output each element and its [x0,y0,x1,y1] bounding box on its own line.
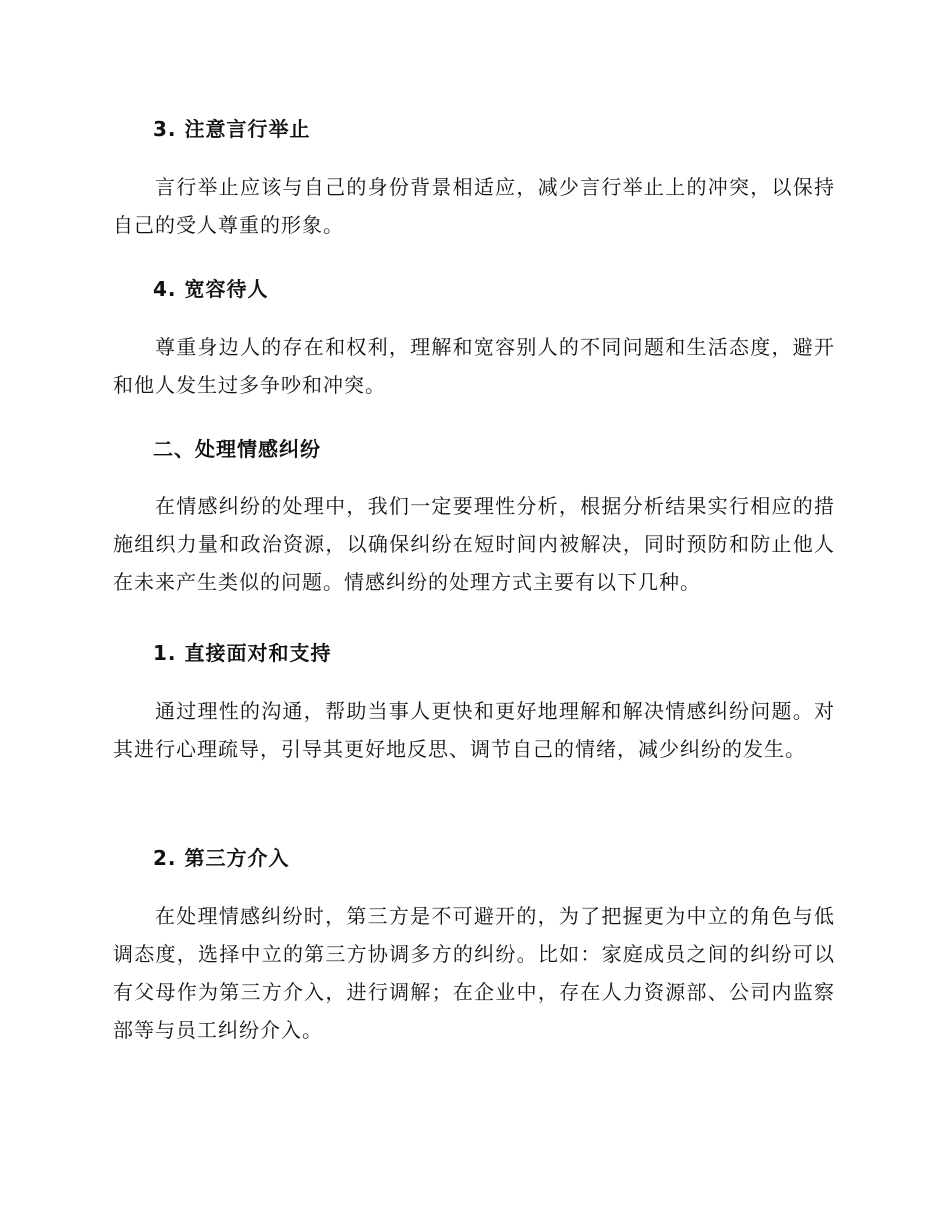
paragraph-third-party: 在处理情感纠纷时，第三方是不可避开的，为了把握更为中立的角色与低调态度，选择中立的第三方协调多方的纠纷。比如：家庭成员之间的纠纷可以有父母作为第三方介入，进行调解；在企业中，存在人力资源部、公司内监察部等与员工纠纷介入。 [113,904,835,1042]
paragraph-handle-disputes: 在情感纠纷的处理中，我们一定要理性分析，根据分析结果实行相应的措施组织力量和政治资源，以确保纠纷在短时间内被解决，同时预防和防止他人在未来产生类似的问题。情感纠纷的处理方式主要有以下几种。 [113,494,835,594]
chapter-heading-handle-disputes: 二、处理情感纠纷 [153,437,321,461]
section-heading-manners: 3. 注意言行举止 [153,117,311,141]
paragraph-manners: 言行举止应该与自己的身份背景相适应，减少言行举止上的冲突，以保持自己的受人尊重的形象。 [113,175,835,237]
section-heading-tolerance: 4. 宽容待人 [153,277,269,301]
paragraph-tolerance: 尊重身边人的存在和权利，理解和宽容别人的不同问题和生活态度，避开和他人发生过多争吵和冲突。 [113,335,835,397]
section-heading-third-party: 2. 第三方介入 [153,846,290,870]
section-heading-face-and-support: 1. 直接面对和支持 [153,641,332,665]
paragraph-face-and-support: 通过理性的沟通，帮助当事人更快和更好地理解和解决情感纠纷问题。对其进行心理疏导，引导其更好地反思、调节自己的情绪，减少纠纷的发生。 [113,699,835,761]
